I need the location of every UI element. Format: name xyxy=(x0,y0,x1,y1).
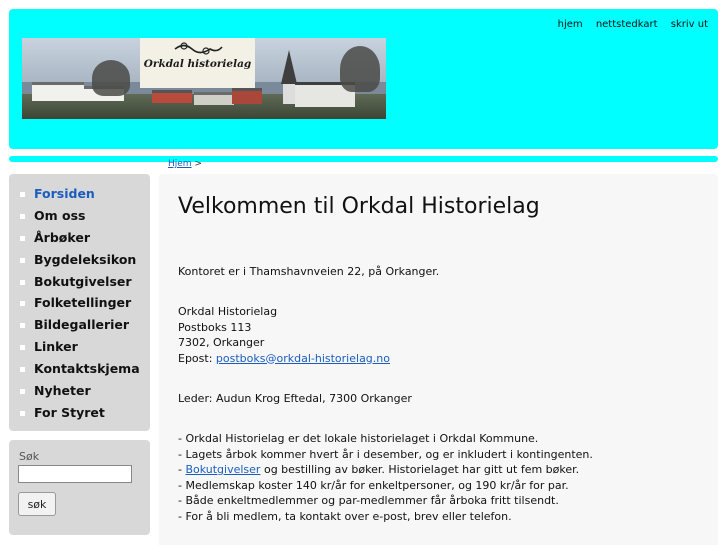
bullet-icon xyxy=(20,389,25,394)
office-text: Kontoret er i Thamshavnveien 22, på Orkanger. xyxy=(178,265,440,278)
bullet-icon xyxy=(20,323,25,328)
print-link[interactable]: skriv ut xyxy=(670,19,708,30)
sidebar-nav xyxy=(9,174,150,431)
search-label: Søk xyxy=(19,450,40,463)
nav-item-bokutgivelser[interactable]: Bokutgivelser xyxy=(9,271,150,293)
nav-item-bygdeleksikon[interactable]: Bygdeleksikon xyxy=(9,249,150,271)
logo-emblem-icon xyxy=(170,40,225,58)
bullet-icon xyxy=(20,214,25,219)
sitemap-link[interactable]: nettstedkart xyxy=(595,19,658,30)
bullet-icon xyxy=(20,192,25,197)
search-button[interactable]: søk xyxy=(18,492,56,516)
site-logo[interactable] xyxy=(140,38,255,88)
nav-item-for-styret[interactable]: For Styret xyxy=(9,402,150,424)
breadcrumb-separator: > xyxy=(194,159,202,169)
nav-item-folketellinger[interactable]: Folketellinger xyxy=(9,292,150,314)
nav-item-linker[interactable]: Linker xyxy=(9,336,150,358)
bokutgivelser-link[interactable]: Bokutgivelser xyxy=(185,463,261,476)
search-panel xyxy=(9,440,150,535)
bullet-icon xyxy=(20,280,25,285)
info-list: - Orkdal Historielag er det lokale historielaget i Orkdal Kommune. - Lagets årbok kommer hvert år i desember, og er inkludert i kontingenten. - Bokutgivelser og bestilling av bøker. Historielaget har gitt ut fem bøker. - Medlemskap koster 140 kr/år for enkeltpersoner, og 190 kr/år for par. - Både enkeltmedlemmer og par-medlemmer får årboka fritt tilsendt. - For å bli medlem, ta kontakt over e-post, brev eller telefon. xyxy=(178,432,593,523)
nav-item-om-oss[interactable]: Om oss xyxy=(9,205,150,227)
bullet-icon xyxy=(20,345,25,350)
header-banner-image xyxy=(22,38,386,119)
bullet-icon xyxy=(20,411,25,416)
bullet-icon xyxy=(20,301,25,306)
bullet-icon xyxy=(20,258,25,263)
nav-item-forsiden[interactable]: Forsiden xyxy=(9,183,150,205)
main-content xyxy=(159,174,718,545)
bullet-icon xyxy=(20,367,25,372)
email-link[interactable]: postboks@orkdal-historielag.no xyxy=(215,351,390,365)
nav-item-kontaktskjema[interactable]: Kontaktskjema xyxy=(9,358,150,380)
bullet-icon xyxy=(20,236,25,241)
nav-item-arboker[interactable]: Årbøker xyxy=(9,227,150,249)
leader-text: Leder: Audun Krog Eftedal, 7300 Orkanger xyxy=(178,392,412,405)
nav-item-nyheter[interactable]: Nyheter xyxy=(9,380,150,402)
site-header xyxy=(9,9,718,149)
logo-text: Orkdal historielag xyxy=(143,58,252,70)
header-divider xyxy=(9,156,718,162)
top-links xyxy=(548,19,708,30)
breadcrumb xyxy=(168,159,202,169)
home-link[interactable]: hjem xyxy=(557,19,583,30)
page-title: Velkommen til Orkdal Historielag xyxy=(178,194,540,219)
search-input[interactable] xyxy=(18,465,132,483)
nav-item-bildegallerier[interactable]: Bildegallerier xyxy=(9,314,150,336)
breadcrumb-home-link[interactable]: Hjem xyxy=(168,159,192,169)
address-block: Orkdal Historielag Postboks 113 7302, Orkanger Epost: postboks@orkdal-historielag.no xyxy=(178,305,390,365)
